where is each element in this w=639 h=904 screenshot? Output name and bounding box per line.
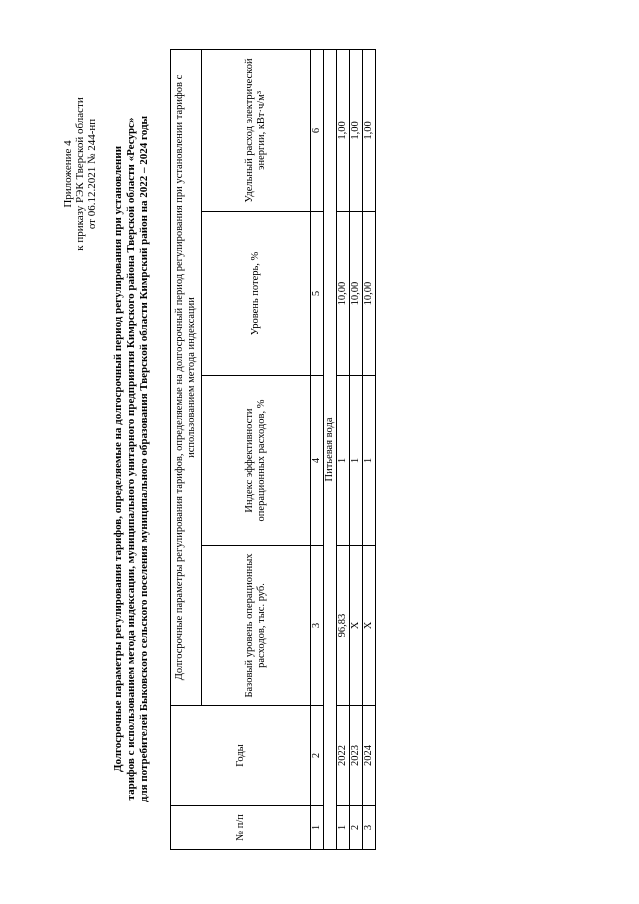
column-number: 6: [311, 49, 324, 211]
cell-number: 3: [363, 806, 376, 850]
title-line-3: для потребителей Быковского сельского поселения муниципального образования Тверской области Кимрский район на 2022 – 2024 годы: [138, 115, 150, 803]
appendix-line-3: от 06.12.2021 № 244-нп: [86, 118, 98, 230]
appendix-line-2: к приказу РЭК Тверской области: [74, 97, 86, 251]
document-title: [112, 54, 151, 864]
cell-efficiency-index: 1: [337, 376, 350, 546]
column-number: 1: [311, 806, 324, 850]
table-row: [363, 49, 376, 849]
cell-energy-consumption: 1,00: [363, 49, 376, 211]
column-number: 4: [311, 376, 324, 546]
header-parameters-group: Долгосрочные параметры регулирования тарифов, определяемые на долгосрочный период регулирования при установлении тарифов с использованием метода индексации: [171, 49, 202, 705]
section-row: [324, 49, 337, 849]
title-line-1: Долгосрочные параметры регулирования тарифов, определяемые на долгосрочный период регулирования при установлении: [112, 145, 124, 773]
cell-loss-level: 10,00: [350, 212, 363, 376]
cell-base-opex: X: [350, 546, 363, 706]
column-number: 3: [311, 546, 324, 706]
cell-number: 1: [337, 806, 350, 850]
title-line-2: тарифов с использованием метода индексации, муниципального унитарного предприятия Кимрского района Тверской области «Ресурс»: [125, 117, 137, 801]
cell-loss-level: 10,00: [363, 212, 376, 376]
header-energy-consumption: Удельный расход электрической энергии, кВт·ч/м³: [202, 49, 311, 211]
cell-loss-level: 10,00: [337, 212, 350, 376]
cell-efficiency-index: 1: [363, 376, 376, 546]
cell-base-opex: 96,83: [337, 546, 350, 706]
appendix-reference: [62, 64, 98, 284]
cell-energy-consumption: 1,00: [337, 49, 350, 211]
cell-efficiency-index: 1: [350, 376, 363, 546]
cell-year: 2024: [363, 706, 376, 806]
header-years: Годы: [171, 706, 311, 806]
header-efficiency-index: Индекс эффективности операционных расходов, %: [202, 376, 311, 546]
table-row: [337, 49, 350, 849]
cell-year: 2022: [337, 706, 350, 806]
column-number: 2: [311, 706, 324, 806]
cell-number: 2: [350, 806, 363, 850]
cell-energy-consumption: 1,00: [350, 49, 363, 211]
table-row: [350, 49, 363, 849]
appendix-line-1: Приложение 4: [62, 140, 74, 208]
header-loss-level: Уровень потерь, %: [202, 212, 311, 376]
cell-base-opex: X: [363, 546, 376, 706]
header-base-opex: Базовый уровень операционных расходов, тыс. руб.: [202, 546, 311, 706]
column-numbers-row: [311, 49, 324, 849]
header-number: № п/п: [171, 806, 311, 850]
parameters-table: [170, 49, 376, 850]
section-drinking-water: Питьевая вода: [324, 49, 337, 849]
cell-year: 2023: [350, 706, 363, 806]
column-number: 5: [311, 212, 324, 376]
